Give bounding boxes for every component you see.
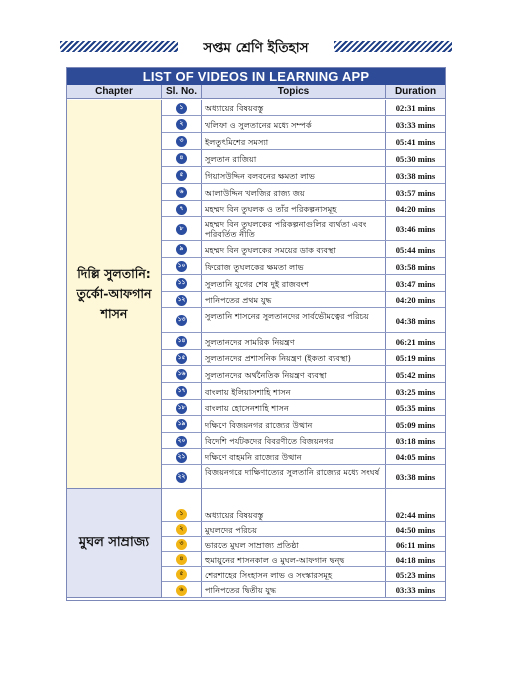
topic-text: অধ্যায়ের বিষয়বস্তু bbox=[205, 103, 264, 113]
table-row bbox=[162, 416, 445, 433]
chapter-cell bbox=[67, 489, 162, 598]
topic-text: বিদেশি পর্যটকদের বিবরণীতে বিজয়নগর bbox=[205, 436, 334, 446]
topic-text: হুমায়ুনের শাসনকাল ও মুঘল-আফগান দ্বন্দ্ব bbox=[205, 554, 345, 565]
table-row bbox=[162, 552, 445, 567]
table-row bbox=[162, 184, 445, 201]
serial-number-badge: ৬ bbox=[176, 187, 187, 198]
chapter-name-line: দিল্লি সুলতানি: bbox=[77, 266, 151, 281]
table-row bbox=[162, 217, 445, 241]
topic-text: সুলতানদের প্রশাসনিক নিয়ন্ত্রণ (ইকতা ব্যবস্থা) bbox=[205, 353, 351, 363]
serial-number-badge: ৭ bbox=[176, 204, 187, 215]
table-row bbox=[162, 507, 445, 522]
serial-number-badge: ১ bbox=[176, 509, 187, 520]
duration-text: 06:21 mins bbox=[395, 336, 436, 347]
column-header-sl-no: Sl. No. bbox=[162, 85, 202, 99]
topic-text: সুলতানি শাসনের সুলতানদের সার্বভৌমত্বের পরিচয় bbox=[205, 310, 369, 321]
page-title: সপ্তম শ্রেণি ইতিহাস bbox=[203, 40, 309, 56]
topic-text: মহম্মদ বিন তুঘলক ও তাঁর পরিকল্পনাসমূহ bbox=[205, 204, 337, 214]
serial-number-badge: ১৬ bbox=[176, 369, 187, 380]
topic-text: খলিফা ও সুলতানের মধ্যে সম্পর্ক bbox=[205, 119, 312, 130]
duration-text: 05:44 mins bbox=[395, 244, 436, 255]
topic-text: আলাউদ্দিন খলজির রাজ্য জয় bbox=[205, 187, 305, 198]
serial-number-badge: ৩ bbox=[176, 539, 187, 550]
table-row bbox=[162, 366, 445, 383]
serial-number-badge: ৩ bbox=[176, 136, 187, 147]
duration-text: 05:19 mins bbox=[395, 353, 436, 363]
duration-text: 03:25 mins bbox=[395, 386, 436, 397]
topic-text: ইলতুৎমিশের সমস্যা bbox=[205, 136, 269, 147]
serial-number-badge: ২২ bbox=[176, 472, 187, 483]
table-row bbox=[162, 350, 445, 366]
column-header-topics: Topics bbox=[202, 85, 386, 99]
topic-text: সুলতানদের সামরিক নিয়ন্ত্রণ bbox=[205, 336, 295, 347]
topic-text: দক্ষিণে বাহমনি রাজ্যের উত্থান bbox=[205, 452, 302, 462]
serial-number-badge: ৪ bbox=[176, 153, 187, 164]
serial-number-badge: ৮ bbox=[176, 224, 187, 235]
duration-text: 05:42 mins bbox=[395, 369, 436, 380]
duration-text: 04:50 mins bbox=[395, 524, 436, 535]
serial-number-badge: ১৫ bbox=[176, 353, 187, 364]
duration-text: 06:11 mins bbox=[396, 539, 435, 550]
duration-text: 05:23 mins bbox=[395, 569, 436, 580]
table-row bbox=[162, 201, 445, 217]
topic-text: বিজয়নগরে দাক্ষিণাত্যের সুলতানি রাজ্যের মধ্যে সংঘর্ষ bbox=[205, 467, 380, 477]
duration-text: 04:20 mins bbox=[395, 295, 436, 305]
duration-text: 04:05 mins bbox=[395, 452, 436, 462]
table-row bbox=[162, 275, 445, 292]
topic-text: পানিপতের দ্বিতীয় যুদ্ধ bbox=[205, 585, 277, 595]
table-row bbox=[162, 522, 445, 537]
chapter-name-line: মুঘল সাম্রাজ্য bbox=[78, 535, 150, 550]
topic-text: মুঘলদের পরিচয় bbox=[205, 524, 258, 535]
serial-number-badge: ১৯ bbox=[176, 419, 187, 430]
serial-number-badge: ৪ bbox=[176, 554, 187, 565]
topic-text: বাংলায় হোসেনশাহি শাসন bbox=[205, 403, 289, 413]
table-row bbox=[162, 100, 445, 116]
duration-text: 04:18 mins bbox=[395, 554, 436, 565]
table-row bbox=[162, 308, 445, 333]
serial-number-badge: ১১ bbox=[176, 278, 187, 289]
chapter-name-line: শাসন bbox=[100, 306, 128, 321]
table-banner bbox=[67, 68, 445, 85]
decorative-hatch-left bbox=[60, 41, 178, 52]
table-row bbox=[162, 582, 445, 598]
table-row bbox=[162, 537, 445, 552]
banner-title: LIST OF VIDEOS IN LEARNING APP bbox=[142, 69, 370, 84]
serial-number-badge: ১০ bbox=[176, 261, 187, 272]
topic-text: অধ্যায়ের বিষয়বস্তু bbox=[205, 509, 264, 520]
page-header bbox=[60, 38, 452, 56]
serial-number-badge: ৬ bbox=[176, 585, 187, 596]
duration-text: 03:33 mins bbox=[395, 119, 436, 130]
serial-number-badge: ২ bbox=[176, 524, 187, 535]
chapter-name-line: তুর্কো-আফগান bbox=[76, 286, 152, 301]
column-header-chapter: Chapter bbox=[67, 85, 162, 99]
topic-text: শেরশাহের সিংহাসন লাভ ও সংস্কারসমূহ bbox=[205, 569, 333, 580]
table-row bbox=[162, 433, 445, 449]
serial-number-badge: ৫ bbox=[176, 170, 187, 181]
topic-text: দক্ষিণে বিজয়নগর রাজ্যের উত্থান bbox=[205, 419, 313, 430]
duration-text: 05:41 mins bbox=[395, 136, 436, 147]
topic-text: ভারতে মুঘল সাম্রাজ্য প্রতিষ্ঠা bbox=[205, 539, 299, 550]
table-row bbox=[162, 567, 445, 582]
duration-text: 04:38 mins bbox=[395, 315, 436, 326]
topic-text: বাংলায় ইলিয়াসশাহি শাসন bbox=[205, 386, 291, 397]
duration-text: 03:58 mins bbox=[395, 261, 436, 272]
duration-text: 03:18 mins bbox=[395, 436, 436, 446]
topic-text: সুলতানদের অর্থনৈতিক নিয়ন্ত্রণ ব্যবস্থা bbox=[205, 369, 327, 380]
serial-number-badge: ৫ bbox=[176, 569, 187, 580]
table-row bbox=[162, 133, 445, 150]
serial-number-badge: ২ bbox=[176, 119, 187, 130]
topic-text: গিয়াসউদ্দিন বলবনের ক্ষমতা লাভ bbox=[205, 170, 315, 181]
serial-number-badge: ২১ bbox=[176, 452, 187, 463]
chapter-name bbox=[77, 264, 152, 324]
topic-text: পানিপতের প্রথম যুদ্ধ bbox=[205, 295, 272, 305]
duration-text: 02:31 mins bbox=[395, 103, 436, 113]
table-row bbox=[162, 333, 445, 350]
topic-text: সুলতান রাজিয়া bbox=[205, 153, 257, 164]
duration-text: 02:44 mins bbox=[395, 509, 436, 520]
serial-number-badge: ১৩ bbox=[176, 315, 187, 326]
table-row bbox=[162, 400, 445, 416]
table-row bbox=[162, 150, 445, 167]
serial-number-badge: ১৮ bbox=[176, 403, 187, 414]
table-row bbox=[162, 465, 445, 489]
serial-number-badge: ১৭ bbox=[176, 386, 187, 397]
serial-number-badge: ১ bbox=[176, 103, 187, 114]
column-header-duration: Duration bbox=[386, 85, 445, 99]
duration-text: 05:09 mins bbox=[395, 419, 436, 430]
serial-number-badge: ১৪ bbox=[176, 336, 187, 347]
duration-text: 04:20 mins bbox=[395, 204, 436, 214]
duration-text: 03:38 mins bbox=[395, 472, 436, 482]
table-row bbox=[162, 241, 445, 258]
table-row bbox=[162, 449, 445, 465]
table-row bbox=[162, 258, 445, 275]
duration-text: 03:33 mins bbox=[395, 585, 436, 595]
chapter-cell bbox=[67, 100, 162, 489]
video-list-table bbox=[66, 67, 446, 601]
topic-text: ফিরোজ তুঘলকের ক্ষমতা লাভ bbox=[205, 261, 304, 272]
decorative-hatch-right bbox=[334, 41, 452, 52]
serial-number-badge: ৯ bbox=[176, 244, 187, 255]
table-row bbox=[162, 292, 445, 308]
table-row bbox=[162, 116, 445, 133]
duration-text: 03:57 mins bbox=[395, 187, 436, 198]
duration-text: 05:30 mins bbox=[395, 153, 436, 164]
duration-text: 03:46 mins bbox=[395, 224, 436, 234]
table-row bbox=[162, 383, 445, 400]
duration-text: 05:35 mins bbox=[395, 403, 436, 413]
topic-text: মহম্মদ বিন তুঘলকের সময়ের ডাক ব্যবস্থা bbox=[205, 244, 336, 255]
topic-text: সুলতানি যুগের শেষ দুই রাজবংশ bbox=[205, 278, 309, 289]
topic-text: মহম্মদ বিন তুঘলকের পরিকল্পনাগুলির ব্যর্থতা এবং পরিবর্তিত নীতি bbox=[205, 219, 367, 239]
duration-text: 03:47 mins bbox=[395, 278, 436, 289]
serial-number-badge: ২০ bbox=[176, 436, 187, 447]
chapter-name bbox=[79, 535, 149, 551]
duration-text: 03:38 mins bbox=[395, 170, 436, 181]
serial-number-badge: ১২ bbox=[176, 295, 187, 306]
table-row bbox=[162, 167, 445, 184]
